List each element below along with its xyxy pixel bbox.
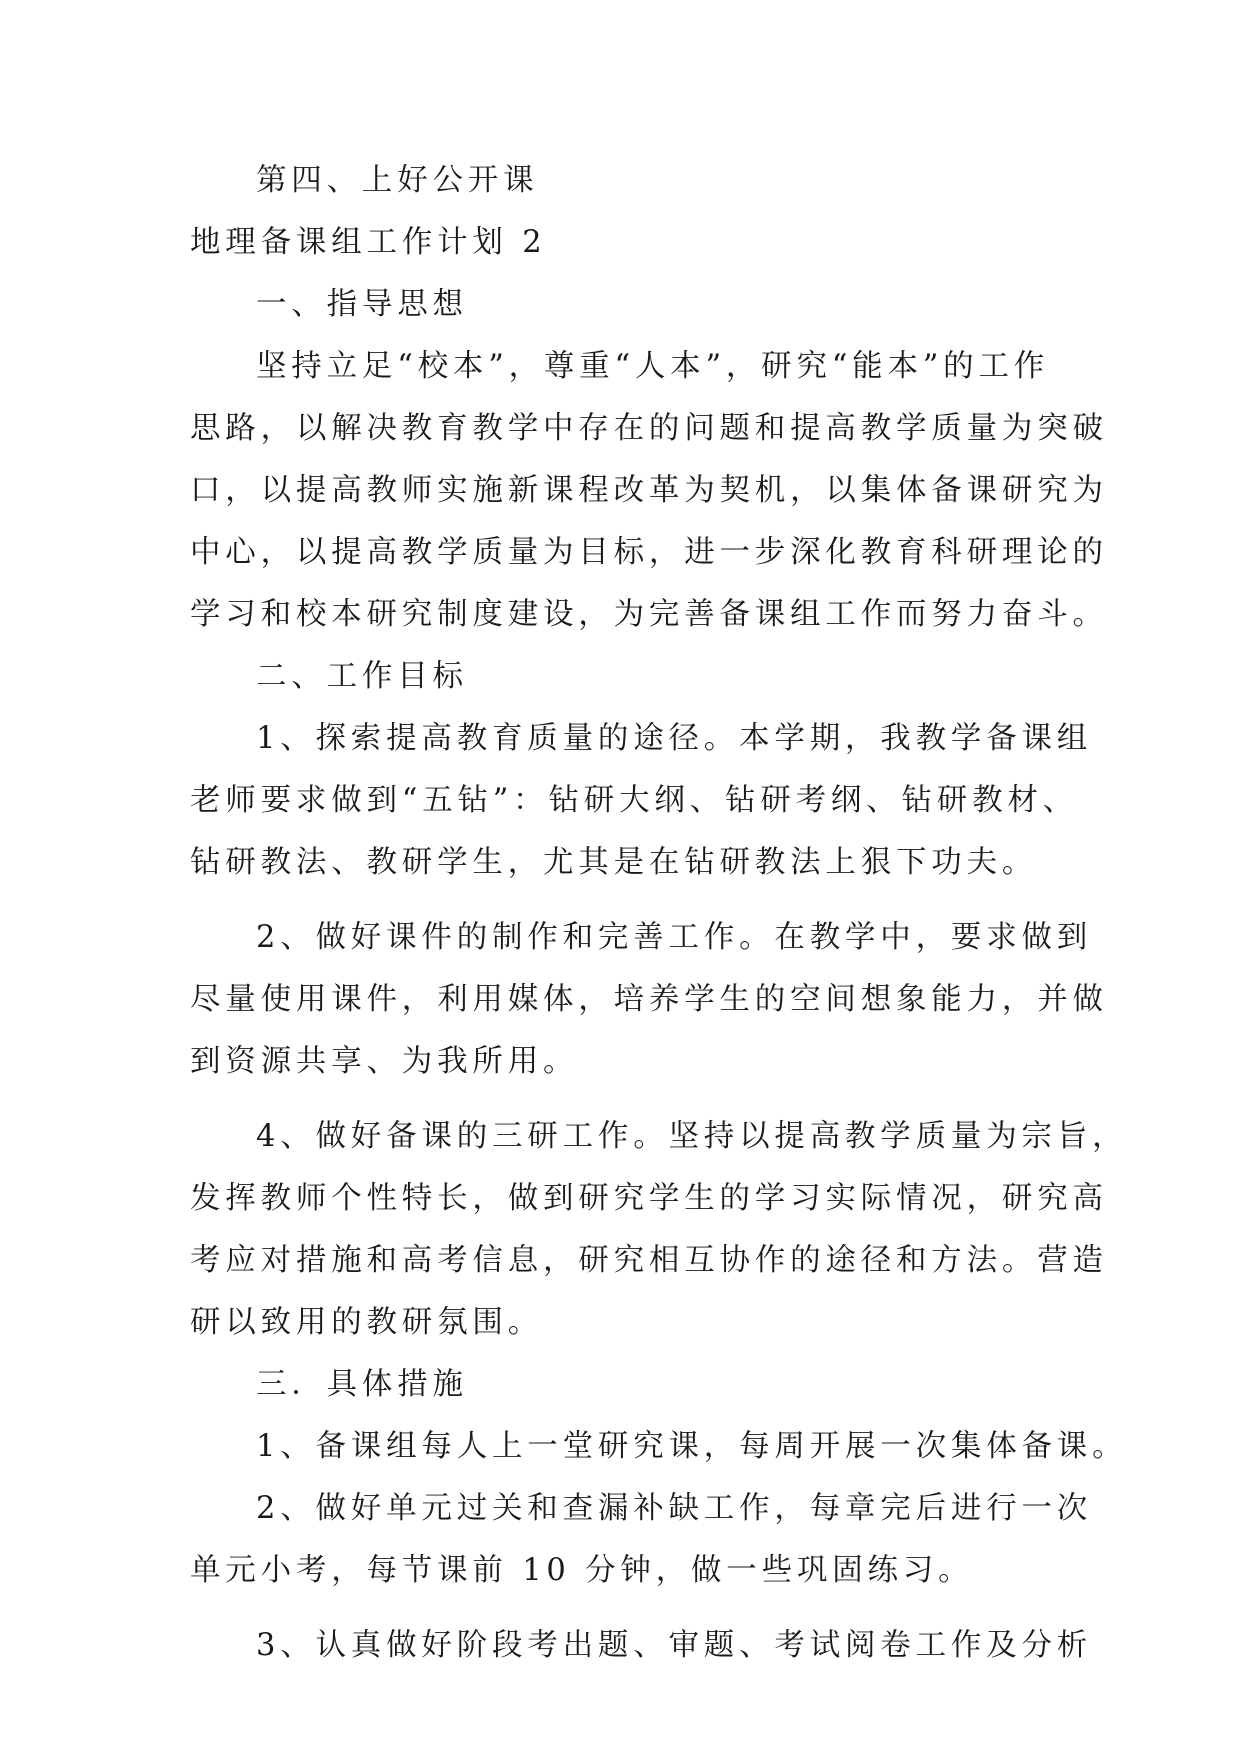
- paragraph-line: 发挥教师个性特长，做到研究学生的学习实际情况，研究高: [190, 1181, 1108, 1216]
- section-heading-guiding-thought: 一、指导思想: [256, 287, 468, 322]
- paragraph-line: 到资源共享、为我所用。: [190, 1044, 579, 1079]
- paragraph-line: 学习和校本研究制度建设，为完善备课组工作而努力奋斗。: [190, 597, 1108, 632]
- paragraph-line: 2、做好单元过关和查漏补缺工作，每章完后进行一次: [256, 1491, 1093, 1526]
- document-page: [190, 150, 1128, 1677]
- paragraph-line: 思路，以解决教育教学中存在的问题和提高教学质量为突破: [190, 411, 1108, 446]
- paragraph-line: 研以致用的教研氛围。: [190, 1305, 543, 1340]
- document-title: 地理备课组工作计划 2: [190, 225, 547, 260]
- paragraph-line: 坚持立足“校本”，尊重“人本”，研究“能本”的工作: [256, 349, 1050, 384]
- paragraph-line: 单元小考，每节课前 10 分钟，做一些巩固练习。: [190, 1553, 974, 1588]
- section-heading-work-goals: 二、工作目标: [256, 659, 468, 694]
- section-heading-open-class: 第四、上好公开课: [256, 163, 539, 198]
- paragraph-line: 钻研教法、教研学生，尤其是在钻研教法上狠下功夫。: [190, 845, 1038, 880]
- paragraph-line: 尽量使用课件，利用媒体，培养学生的空间想象能力，并做: [190, 982, 1108, 1017]
- paragraph-line: 口，以提高教师实施新课程改革为契机，以集体备课研究为: [190, 473, 1108, 508]
- paragraph-line: 考应对措施和高考信息，研究相互协作的途径和方法。营造: [190, 1243, 1108, 1278]
- paragraph-line: 1、探索提高教育质量的途径。本学期，我教学备课组: [256, 721, 1093, 756]
- paragraph-line: 老师要求做到“五钻”：钻研大纲、钻研考纲、钻研教材、: [190, 783, 1078, 818]
- paragraph-line: 4、做好备课的三研工作。坚持以提高教学质量为宗旨，: [256, 1119, 1128, 1154]
- paragraph-line: 中心，以提高教学质量为目标，进一步深化教育科研理论的: [190, 535, 1108, 570]
- paragraph-line: 2、做好课件的制作和完善工作。在教学中，要求做到: [256, 920, 1093, 955]
- section-heading-measures: 三．具体措施: [256, 1367, 468, 1402]
- paragraph-line: 1、备课组每人上一堂研究课，每周开展一次集体备课。: [256, 1429, 1128, 1464]
- paragraph-line: 3、认真做好阶段考出题、审题、考试阅卷工作及分析: [256, 1628, 1093, 1663]
